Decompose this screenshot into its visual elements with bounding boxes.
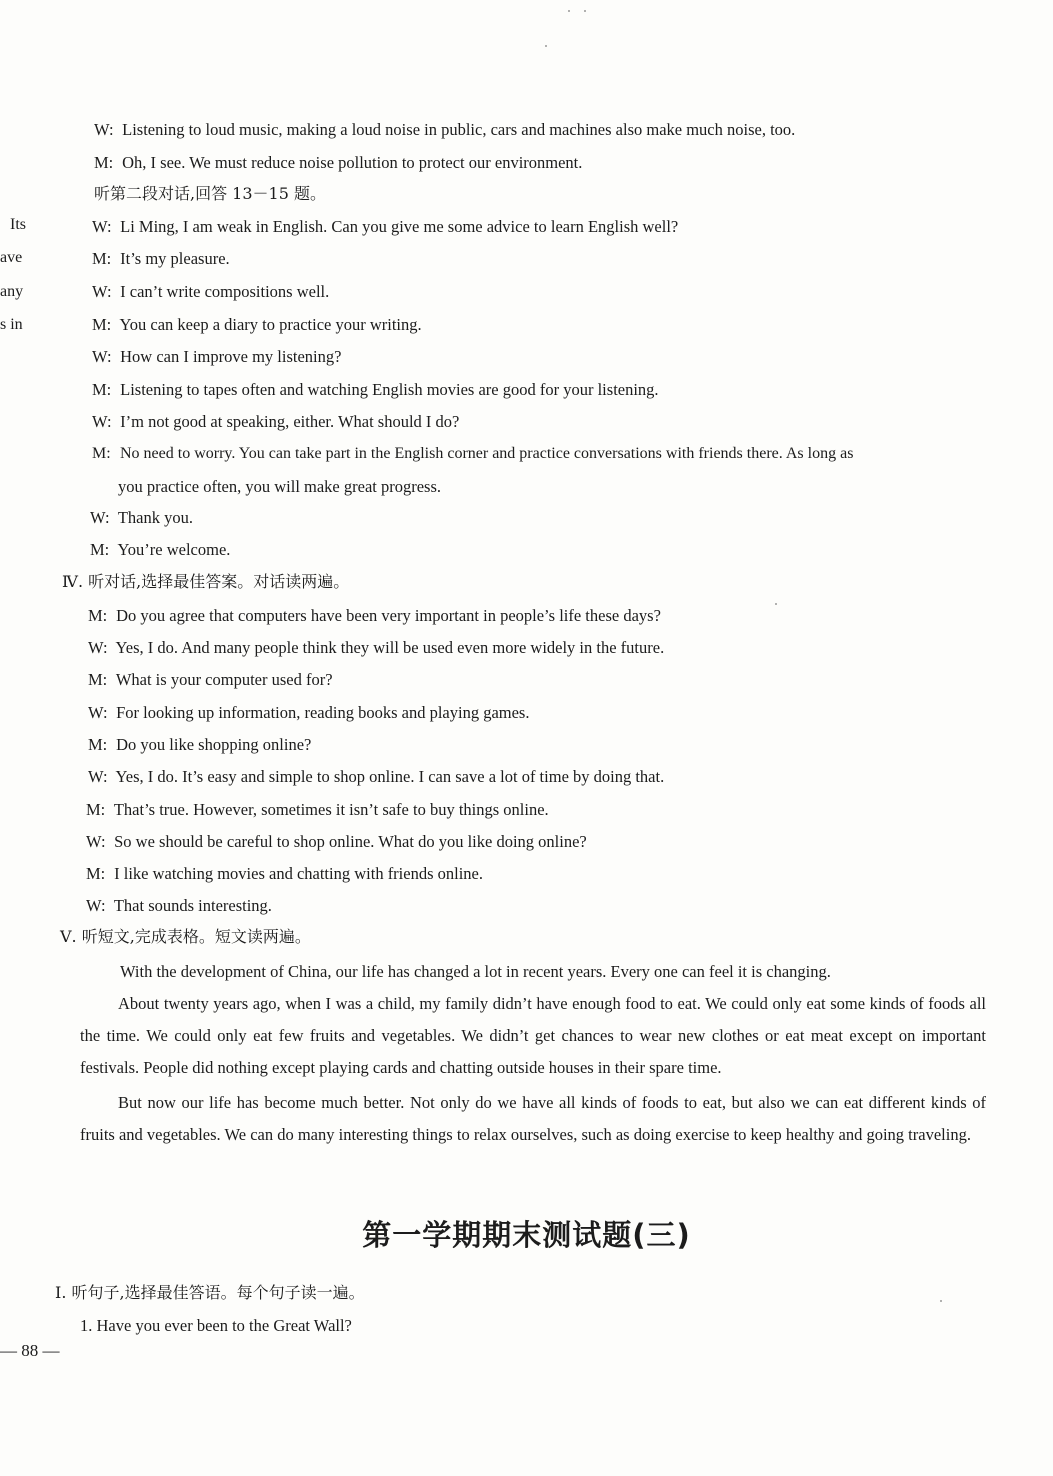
speaker-label: W: xyxy=(88,703,108,722)
section-v-heading: Ⅴ. 听短文,完成表格。短文读两遍。 xyxy=(60,927,311,946)
speech-text: That’s true. However, sometimes it isn’t safe to buy things online. xyxy=(113,800,549,819)
speech-text: How can I improve my listening? xyxy=(120,347,342,366)
dialogue-line xyxy=(90,540,230,560)
speaker-label: M: xyxy=(90,540,110,559)
dialogue-line xyxy=(86,896,272,916)
dialogue-line xyxy=(88,703,529,723)
margin-fragment: Its xyxy=(10,216,26,233)
speaker-label: M: xyxy=(86,864,106,883)
dialogue-line xyxy=(88,767,664,787)
dialogue-line xyxy=(88,670,333,690)
speaker-label: W: xyxy=(94,120,114,139)
dialogue-continuation: you practice often, you will make great progress. xyxy=(118,477,442,496)
speaker-label: M: xyxy=(88,606,108,625)
section-iv-heading: Ⅳ. 听对话,选择最佳答案。对话读两遍。 xyxy=(62,572,350,591)
dialogue-line xyxy=(92,380,659,400)
speech-text: I can’t write compositions well. xyxy=(120,282,330,301)
speech-text: You can keep a diary to practice your writing. xyxy=(119,315,422,334)
scan-speck xyxy=(775,603,777,605)
dialogue-line xyxy=(92,249,230,269)
speech-text: For looking up information, reading books and playing games. xyxy=(116,703,530,722)
speaker-label: W: xyxy=(88,767,108,786)
exam-title: 第一学期期末测试题(三) xyxy=(362,1218,691,1252)
dialogue-line xyxy=(92,217,678,237)
speech-text: Listening to tapes often and watching English movies are good for your listening. xyxy=(120,380,659,399)
speaker-label: W: xyxy=(92,347,112,366)
dialogue-line xyxy=(92,315,422,335)
scan-speck xyxy=(940,1300,942,1302)
speaker-label: M: xyxy=(92,445,111,462)
dialogue-line xyxy=(88,735,311,755)
speech-text: Thank you. xyxy=(117,508,193,527)
margin-fragment: s in xyxy=(0,316,23,333)
speech-text: No need to worry. You can take part in the English corner and practice conversations with friends there. As long as xyxy=(120,445,854,462)
speaker-label: M: xyxy=(88,735,108,754)
speech-text: Do you agree that computers have been very important in people’s life these days? xyxy=(116,606,661,625)
speech-text: Yes, I do. It’s easy and simple to shop online. I can save a lot of time by doing that. xyxy=(115,767,665,786)
dialogue-line xyxy=(88,606,661,626)
speech-text: I like watching movies and chatting with friends online. xyxy=(114,864,483,883)
instruction-13-15: 听第二段对话,回答 13－15 题。 xyxy=(94,184,326,203)
passage-paragraph: About twenty years ago, when I was a child, my family didn’t have enough food to eat. We could only eat some kinds of foods all the time. We could only eat few fruits and vegetables. We didn’t get chances to wear new clothes or eat meat except on important festivals. People did nothing except playing cards and chatting outside houses in their spare time. xyxy=(80,994,986,1077)
dialogue-line xyxy=(94,120,795,140)
speech-text: Li Ming, I am weak in English. Can you give me some advice to learn English well? xyxy=(120,217,679,236)
speaker-label: W: xyxy=(92,282,112,301)
speech-text: Oh, I see. We must reduce noise pollution to protect our environment. xyxy=(122,153,583,172)
page-number: — 88 — xyxy=(0,1341,60,1360)
speech-text: That sounds interesting. xyxy=(113,896,272,915)
dialogue-line xyxy=(86,832,587,852)
speech-text: You’re welcome. xyxy=(117,540,231,559)
speaker-label: M: xyxy=(86,800,106,819)
question-item: 1. Have you ever been to the Great Wall? xyxy=(80,1316,352,1335)
speaker-label: M: xyxy=(92,315,112,334)
passage-paragraph: But now our life has become much better. Not only do we have all kinds of foods to eat, but also we can eat different kinds of fruits and vegetables. We can do many interesting things to relax ourselves, such as doing exercise to keep healthy and going traveling. xyxy=(80,1093,986,1144)
dialogue-line xyxy=(86,864,483,884)
speech-text: I’m not good at speaking, either. What should I do? xyxy=(120,412,460,431)
speaker-label: M: xyxy=(88,670,108,689)
speaker-label: W: xyxy=(88,638,108,657)
speaker-label: W: xyxy=(86,896,106,915)
speech-text: Listening to loud music, making a loud noise in public, cars and machines also make much noise, too. xyxy=(122,120,796,139)
speech-text: Yes, I do. And many people think they will be used even more widely in the future. xyxy=(115,638,665,657)
speaker-label: W: xyxy=(92,412,112,431)
speech-text: It’s my pleasure. xyxy=(120,249,230,268)
speaker-label: W: xyxy=(90,508,110,527)
dialogue-line xyxy=(92,347,341,367)
speaker-label: M: xyxy=(92,249,112,268)
speech-text: Do you like shopping online? xyxy=(116,735,312,754)
speaker-label: M: xyxy=(94,153,114,172)
dialogue-line xyxy=(92,444,853,464)
speech-text: What is your computer used for? xyxy=(115,670,333,689)
speaker-label: W: xyxy=(92,217,112,236)
scan-speck xyxy=(568,10,570,12)
speaker-label: M: xyxy=(92,380,112,399)
scan-speck xyxy=(545,45,547,47)
scan-speck xyxy=(584,10,586,12)
margin-fragment: any xyxy=(0,283,24,300)
dialogue-line xyxy=(90,508,193,528)
speaker-label: W: xyxy=(86,832,106,851)
dialogue-line xyxy=(92,412,459,432)
dialogue-line xyxy=(92,282,329,302)
dialogue-line xyxy=(94,153,582,173)
dialogue-line xyxy=(88,638,664,658)
dialogue-line xyxy=(86,800,549,820)
margin-fragment: ave xyxy=(0,249,23,266)
passage-paragraph: With the development of China, our life has changed a lot in recent years. Every one can feel it is changing. xyxy=(120,962,831,981)
speech-text: So we should be careful to shop online. What do you like doing online? xyxy=(114,832,587,851)
section-i-heading: Ⅰ. 听句子,选择最佳答语。每个句子读一遍。 xyxy=(55,1283,365,1302)
